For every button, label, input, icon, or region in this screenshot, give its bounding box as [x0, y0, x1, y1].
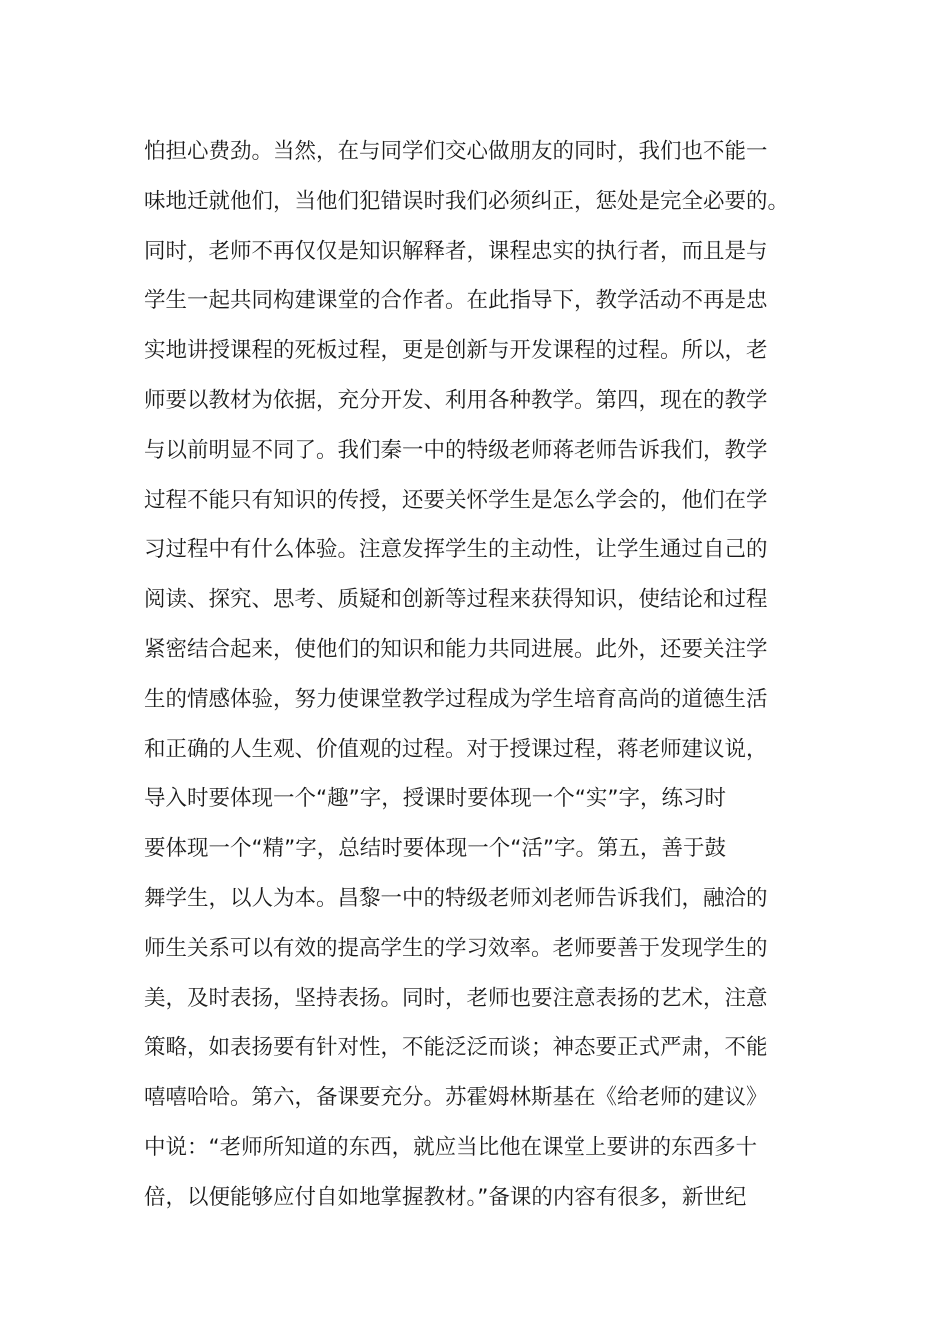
text-line: 学生一起共同构建课堂的合作者。在此指导下，教学活动不再是忠 — [144, 288, 768, 314]
text-line: 怕担心费劲。当然，在与同学们交心做朋友的同时，我们也不能一 — [144, 139, 768, 164]
text-line: 嘻嘻哈哈。第六，备课要充分。苏霍姆林斯基在《给老师的建议》 — [144, 1085, 768, 1111]
text-line: 同时，老师不再仅仅是知识解释者，课程忠实的执行者，而且是与 — [144, 238, 768, 264]
text-line: 导入时要体现一个“趣”字，授课时要体现一个“实”字，练习时 — [144, 786, 727, 812]
text-line: 师生关系可以有效的提高学生的学习效率。老师要善于发现学生的 — [144, 935, 768, 961]
text-line: 要体现一个“精”字，总结时要体现一个“活”字。第五，善于鼓 — [144, 836, 727, 862]
text-line: 生的情感体验，努力使课堂教学过程成为学生培育高尚的道德生活 — [144, 686, 768, 712]
text-line: 舞学生，以人为本。昌黎一中的特级老师刘老师告诉我们，融洽的 — [144, 885, 768, 911]
text-line: 味地迁就他们，当他们犯错误时我们必须纠正，惩处是完全必要的。 — [144, 188, 790, 214]
body-text — [144, 127, 814, 1223]
text-line: 阅读、探究、思考、质疑和创新等过程来获得知识，使结论和过程 — [144, 587, 768, 613]
text-line: 策略，如表扬要有针对性，不能泛泛而谈；神态要正式严肃，不能 — [144, 1035, 768, 1061]
text-line: 过程不能只有知识的传授，还要关怀学生是怎么学会的，他们在学 — [144, 487, 768, 513]
text-line: 倍，以便能够应付自如地掌握教材。”备课的内容有很多，新世纪 — [144, 1184, 747, 1210]
text-line: 紧密结合起来，使他们的知识和能力共同进展。此外，还要关注学 — [144, 636, 768, 662]
text-line: 美，及时表扬，坚持表扬。同时，老师也要注意表扬的艺术，注意 — [144, 985, 768, 1011]
text-line: 中说：“老师所知道的东西，就应当比他在课堂上要讲的东西多十 — [144, 1134, 758, 1160]
text-line: 习过程中有什么体验。注意发挥学生的主动性，让学生通过自己的 — [144, 537, 768, 563]
text-line: 师要以教材为依据，充分开发、利用各种教学。第四，现在的教学 — [144, 387, 768, 413]
text-line: 实地讲授课程的死板过程，更是创新与开发课程的过程。所以，老 — [144, 338, 768, 364]
text-line: 与以前明显不同了。我们秦一中的特级老师蒋老师告诉我们，教学 — [144, 437, 768, 463]
text-line: 和正确的人生观、价值观的过程。对于授课过程，蒋老师建议说， — [144, 736, 768, 762]
